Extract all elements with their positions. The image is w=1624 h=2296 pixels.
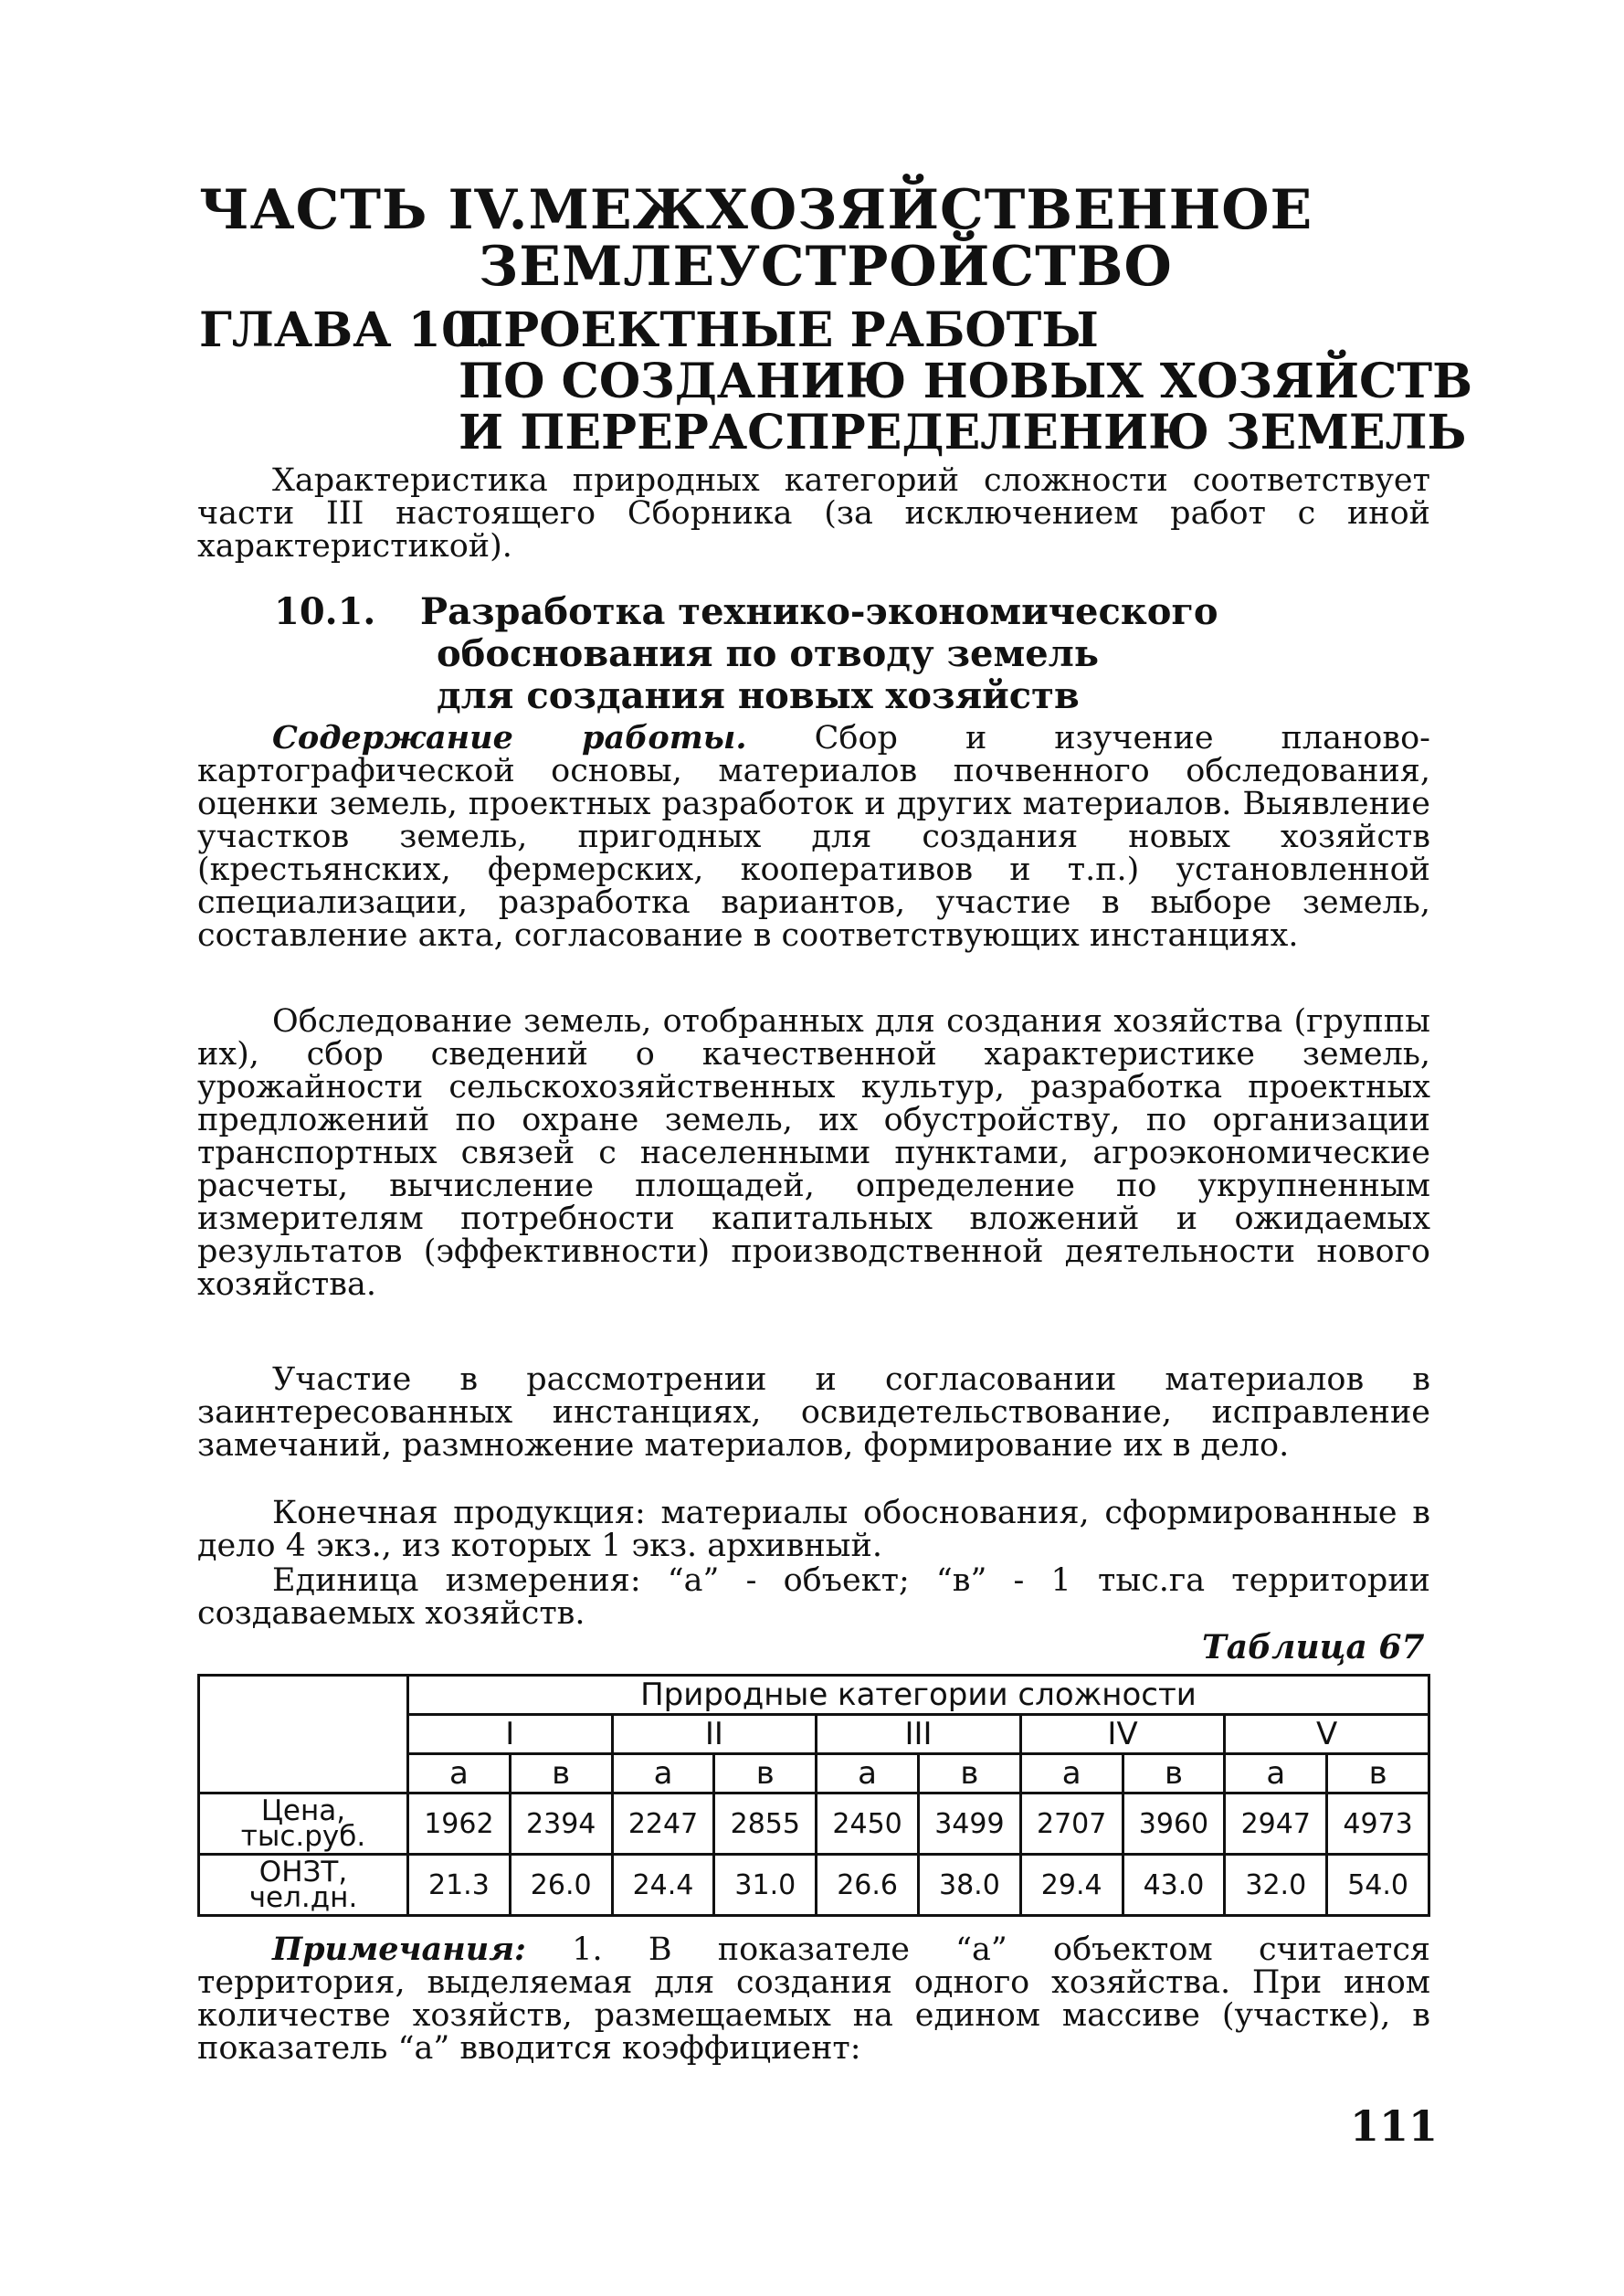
table-cell: 24.4: [612, 1855, 714, 1916]
sub-header: а: [1225, 1754, 1327, 1793]
table-cell: 2394: [510, 1793, 612, 1855]
sub-header: в: [1123, 1754, 1225, 1793]
survey-paragraph: Обследование земель, отобранных для создания хозяйства (группы их), сбор сведений о качественной характеристике земель, урожайности сельскохозяйственных культур, разработка проектных предложений по охране земель, их обустройству, по организации транспортных связей с населенными пунктами, агроэкономические расчеты, вычисление площадей, определение по укрупненным измерителям потребности капитальных вложений и ожидаемых результатов (эффективности) производственной деятельности нового хозяйства.: [197, 1003, 1430, 1303]
table-cell: 21.3: [408, 1855, 511, 1916]
chapter-title-line1: ПРОЕКТНЫЕ РАБОТЫ: [459, 302, 1099, 358]
sub-header: а: [408, 1754, 511, 1793]
page-number: 111: [1350, 2101, 1439, 2151]
table-cell: 2947: [1225, 1793, 1327, 1855]
table-cell: 29.4: [1020, 1855, 1123, 1916]
table-cell: 38.0: [918, 1855, 1020, 1916]
sub-header: в: [1327, 1754, 1429, 1793]
section-title-line2: обоснования по отводу земель: [437, 632, 1100, 675]
table-corner-cell: [199, 1676, 408, 1793]
table-row: [199, 1855, 1429, 1916]
table-cell: 26.0: [510, 1855, 612, 1916]
sub-header: в: [714, 1754, 817, 1793]
category-header: IV: [1020, 1715, 1225, 1754]
sub-header: а: [612, 1754, 714, 1793]
sub-header: в: [510, 1754, 612, 1793]
sub-header: в: [918, 1754, 1020, 1793]
category-header: I: [408, 1715, 613, 1754]
intro-paragraph: Характеристика природных категорий сложности соответствует части III настоящего Сборника (за исключением работ с иной характеристикой).: [197, 462, 1430, 565]
section-title-line3: для создания новых хозяйств: [437, 674, 1080, 717]
table-cell: 54.0: [1327, 1855, 1429, 1916]
part-title-line2: ЗЕМЛЕУСТРОЙСТВО: [479, 235, 1173, 299]
notes-paragraph: Примечания: 1. В показателе “а” объектом считается территория, выделяемая для создания одного хозяйства. При ином количестве хозяйств, размещаемых на едином массиве (участке), в показатель “а” вводится коэффициент:: [197, 1931, 1430, 2067]
table-cell: 2247: [612, 1793, 714, 1855]
sub-header: а: [1020, 1754, 1123, 1793]
section-title-line1: Разработка технико-экономического: [420, 590, 1218, 633]
table-cell: 31.0: [714, 1855, 817, 1916]
price-table: [197, 1674, 1430, 1917]
row-label: Цена, тыс.руб.: [199, 1793, 408, 1855]
table-cell: 2450: [817, 1793, 919, 1855]
table-row: [199, 1793, 1429, 1855]
row-label: ОНЗТ, чел.дн.: [199, 1855, 408, 1916]
table-cell: 4973: [1327, 1793, 1429, 1855]
table-cell: 43.0: [1123, 1855, 1225, 1916]
unit-paragraph: Единица измерения: “а” - объект; “в” - 1 тыс.га территории создаваемых хозяйств.: [197, 1562, 1430, 1632]
work-content-paragraph: Содержание работы. Сбор и изучение планово-картографической основы, материалов почвенного обследования, оценки земель, проектных разработок и других материалов. Выявление участков земель, пригодных для создания новых хозяйств (крестьянских, фермерских, кооперативов и т.п.) установленной специализации, разработка вариантов, участие в выборе земель, составление акта, согласование в соответствующих инстанциях.: [197, 719, 1430, 954]
table-cell: 1962: [408, 1793, 511, 1855]
part-title-line1: ЧАСТЬ IV.МЕЖХОЗЯЙСТВЕННОЕ: [199, 178, 1313, 242]
table-caption: Таблица 67: [1202, 1628, 1425, 1666]
table-cell: 32.0: [1225, 1855, 1327, 1916]
table-header-main: Природные категории сложности: [408, 1676, 1429, 1715]
approval-paragraph: Участие в рассмотрении и согласовании материалов в заинтересованных инстанциях, освидетельствование, исправление замечаний, размножение материалов, формирование их в дело.: [197, 1361, 1430, 1464]
category-header: V: [1225, 1715, 1429, 1754]
sub-header: а: [817, 1754, 919, 1793]
chapter-title-line2: ПО СОЗДАНИЮ НОВЫХ ХОЗЯЙСТВ: [459, 354, 1473, 409]
table-cell: 2855: [714, 1793, 817, 1855]
table-cell: 3960: [1123, 1793, 1225, 1855]
table-cell: 2707: [1020, 1793, 1123, 1855]
final-product-paragraph: Конечная продукция: материалы обоснования, сформированные в дело 4 экз., из которых 1 экз. архивный.: [197, 1495, 1430, 1564]
chapter-title-line3: И ПЕРЕРАСПРЕДЕЛЕНИЮ ЗЕМЕЛЬ: [459, 405, 1467, 460]
category-header: II: [612, 1715, 817, 1754]
section-number: 10.1.: [274, 590, 376, 633]
category-header: III: [817, 1715, 1021, 1754]
table-cell: 3499: [918, 1793, 1020, 1855]
table-cell: 26.6: [817, 1855, 919, 1916]
chapter-label: ГЛАВА 10.: [199, 302, 491, 358]
notes-label: Примечания:: [272, 1931, 526, 1968]
content-label: Содержание работы.: [272, 719, 747, 757]
